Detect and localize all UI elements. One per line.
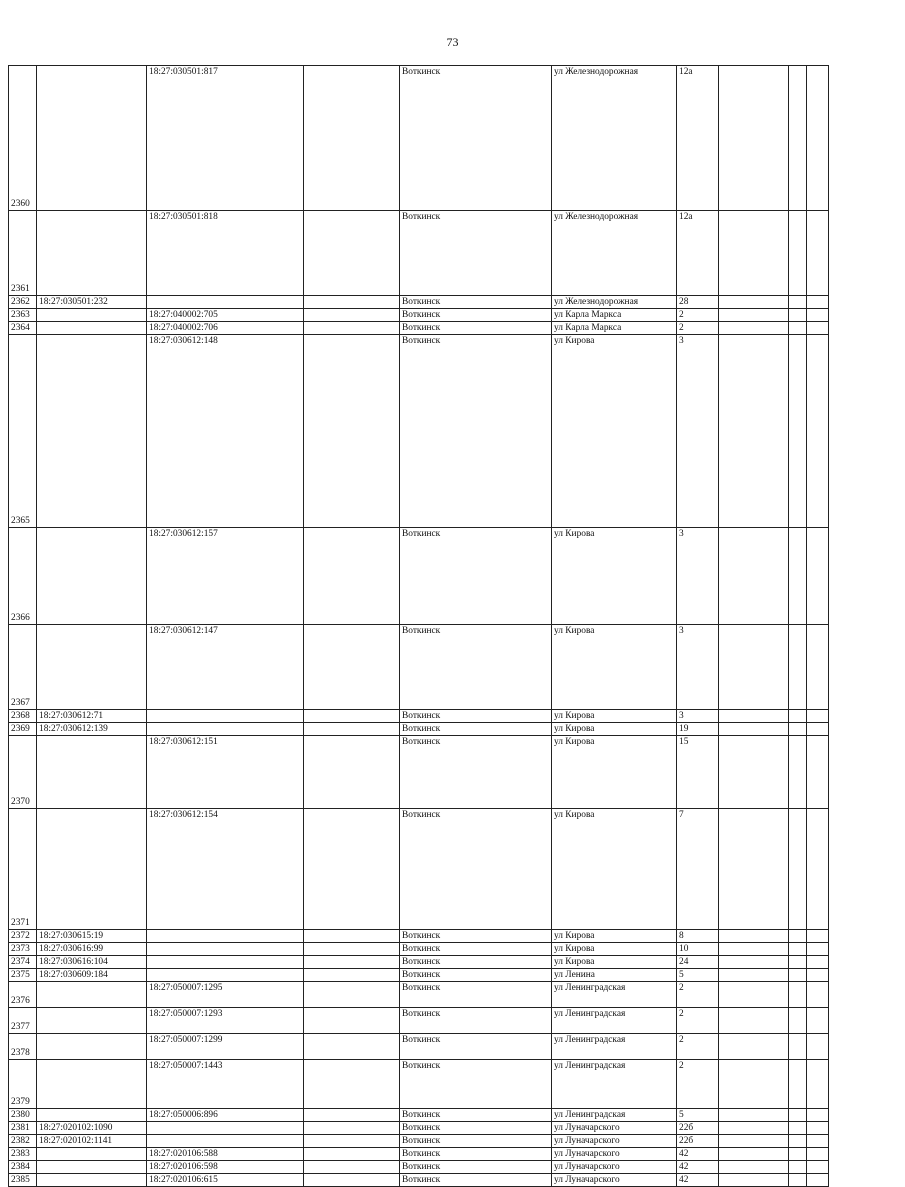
extra-cell-3 [807,335,829,528]
extra-cell [719,309,789,322]
street-cell: ул Кирова [552,710,677,723]
city-cell: Воткинск [400,66,552,211]
room-cadastral-number-cell: 18:27:030612:148 [147,335,304,528]
blank-cell [304,1174,400,1187]
street-cell: ул Кирова [552,625,677,710]
blank-cell [304,296,400,309]
extra-cell-3 [807,1109,829,1122]
extra-cell [719,211,789,296]
city-cell: Воткинск [400,309,552,322]
room-cadastral-number-cell: 18:27:020106:588 [147,1148,304,1161]
blank-cell [304,1034,400,1060]
extra-cell [719,723,789,736]
extra-cell-3 [807,1161,829,1174]
extra-cell-2 [789,723,807,736]
cadastral-number-cell [37,1008,147,1034]
house-cell: 19 [677,723,719,736]
city-cell: Воткинск [400,930,552,943]
cadastral-number-cell [37,1148,147,1161]
extra-cell-3 [807,296,829,309]
room-cadastral-number-cell: 18:27:050007:1443 [147,1060,304,1109]
room-cadastral-number-cell [147,956,304,969]
cadastral-number-cell: 18:27:030612:139 [37,723,147,736]
cadastral-number-cell [37,625,147,710]
house-cell: 2 [677,1060,719,1109]
extra-cell [719,969,789,982]
city-cell: Воткинск [400,1109,552,1122]
extra-cell-2 [789,322,807,335]
extra-cell-2 [789,809,807,930]
city-cell: Воткинск [400,943,552,956]
row-number-cell: 2380 [9,1109,37,1122]
extra-cell-3 [807,710,829,723]
table-row [9,1135,829,1148]
city-cell: Воткинск [400,211,552,296]
cadastral-number-cell [37,736,147,809]
row-number-cell: 2384 [9,1161,37,1174]
extra-cell [719,1148,789,1161]
room-cadastral-number-cell: 18:27:030501:817 [147,66,304,211]
row-number-cell: 2371 [9,809,37,930]
table-row [9,710,829,723]
cadastral-number-cell [37,335,147,528]
street-cell: ул Карла Маркса [552,322,677,335]
table-row [9,736,829,809]
table-row [9,625,829,710]
extra-cell-3 [807,1008,829,1034]
house-cell: 12а [677,211,719,296]
table-row [9,322,829,335]
street-cell: ул Ленина [552,969,677,982]
house-cell: 15 [677,736,719,809]
row-number-cell: 2383 [9,1148,37,1161]
extra-cell-3 [807,309,829,322]
room-cadastral-number-cell: 18:27:020106:598 [147,1161,304,1174]
house-cell: 2 [677,1034,719,1060]
room-cadastral-number-cell [147,1122,304,1135]
city-cell: Воткинск [400,1008,552,1034]
house-cell: 8 [677,930,719,943]
city-cell: Воткинск [400,969,552,982]
extra-cell-2 [789,211,807,296]
street-cell: ул Луначарского [552,1122,677,1135]
room-cadastral-number-cell: 18:27:030612:151 [147,736,304,809]
room-cadastral-number-cell: 18:27:030612:154 [147,809,304,930]
table-row [9,1008,829,1034]
row-number-cell: 2366 [9,528,37,625]
house-cell: 42 [677,1161,719,1174]
room-cadastral-number-cell [147,296,304,309]
extra-cell-3 [807,1135,829,1148]
blank-cell [304,1161,400,1174]
cadastral-number-cell [37,309,147,322]
extra-cell-3 [807,528,829,625]
table-row [9,528,829,625]
extra-cell [719,1109,789,1122]
extra-cell [719,710,789,723]
street-cell: ул Железнодорожная [552,211,677,296]
city-cell: Воткинск [400,1148,552,1161]
row-number-cell: 2385 [9,1174,37,1187]
city-cell: Воткинск [400,335,552,528]
blank-cell [304,322,400,335]
city-cell: Воткинск [400,322,552,335]
blank-cell [304,1122,400,1135]
extra-cell-3 [807,1060,829,1109]
extra-cell [719,1161,789,1174]
house-cell: 24 [677,956,719,969]
registry-table-body [9,66,829,1187]
extra-cell-3 [807,625,829,710]
city-cell: Воткинск [400,1135,552,1148]
street-cell: ул Железнодорожная [552,296,677,309]
blank-cell [304,66,400,211]
blank-cell [304,809,400,930]
street-cell: ул Кирова [552,736,677,809]
street-cell: ул Кирова [552,943,677,956]
extra-cell-3 [807,66,829,211]
street-cell: ул Ленинградская [552,1034,677,1060]
extra-cell-3 [807,1034,829,1060]
blank-cell [304,982,400,1008]
street-cell: ул Кирова [552,956,677,969]
extra-cell-2 [789,1034,807,1060]
blank-cell [304,956,400,969]
extra-cell-3 [807,1148,829,1161]
street-cell: ул Луначарского [552,1174,677,1187]
blank-cell [304,1008,400,1034]
table-row [9,809,829,930]
row-number-cell: 2382 [9,1135,37,1148]
extra-cell-2 [789,1060,807,1109]
house-cell: 7 [677,809,719,930]
blank-cell [304,723,400,736]
blank-cell [304,309,400,322]
cadastral-number-cell [37,1161,147,1174]
house-cell: 2 [677,1008,719,1034]
room-cadastral-number-cell [147,1135,304,1148]
street-cell: ул Железнодорожная [552,66,677,211]
street-cell: ул Карла Маркса [552,309,677,322]
room-cadastral-number-cell [147,930,304,943]
table-row [9,1060,829,1109]
page-number: 73 [446,35,459,49]
table-row [9,309,829,322]
extra-cell-2 [789,66,807,211]
row-number-cell: 2374 [9,956,37,969]
city-cell: Воткинск [400,723,552,736]
street-cell: ул Кирова [552,723,677,736]
table-row [9,1034,829,1060]
extra-cell [719,1060,789,1109]
blank-cell [304,943,400,956]
house-cell: 42 [677,1148,719,1161]
city-cell: Воткинск [400,1161,552,1174]
extra-cell-2 [789,943,807,956]
room-cadastral-number-cell: 18:27:050007:1295 [147,982,304,1008]
extra-cell-2 [789,625,807,710]
street-cell: ул Ленинградская [552,1109,677,1122]
house-cell: 2 [677,322,719,335]
room-cadastral-number-cell: 18:27:030612:147 [147,625,304,710]
extra-cell [719,335,789,528]
house-cell: 2 [677,982,719,1008]
room-cadastral-number-cell: 18:27:050007:1299 [147,1034,304,1060]
extra-cell-2 [789,736,807,809]
street-cell: ул Кирова [552,335,677,528]
blank-cell [304,335,400,528]
extra-cell [719,943,789,956]
city-cell: Воткинск [400,625,552,710]
cadastral-number-cell: 18:27:030616:104 [37,956,147,969]
blank-cell [304,710,400,723]
extra-cell [719,1174,789,1187]
room-cadastral-number-cell [147,723,304,736]
house-cell: 22б [677,1122,719,1135]
extra-cell-2 [789,1008,807,1034]
extra-cell-3 [807,211,829,296]
row-number-cell: 2370 [9,736,37,809]
city-cell: Воткинск [400,809,552,930]
extra-cell [719,1008,789,1034]
blank-cell [304,969,400,982]
row-number-cell: 2360 [9,66,37,211]
room-cadastral-number-cell: 18:27:020106:615 [147,1174,304,1187]
cadastral-number-cell: 18:27:030615:19 [37,930,147,943]
table-row [9,956,829,969]
extra-cell-3 [807,956,829,969]
extra-cell-3 [807,322,829,335]
row-number-cell: 2375 [9,969,37,982]
extra-cell-3 [807,1122,829,1135]
blank-cell [304,736,400,809]
extra-cell [719,982,789,1008]
extra-cell-2 [789,710,807,723]
registry-table [8,65,829,1187]
extra-cell [719,1122,789,1135]
room-cadastral-number-cell: 18:27:040002:706 [147,322,304,335]
cadastral-number-cell [37,1060,147,1109]
extra-cell-2 [789,956,807,969]
table-row [9,66,829,211]
extra-cell-3 [807,1174,829,1187]
city-cell: Воткинск [400,1034,552,1060]
extra-cell-2 [789,296,807,309]
extra-cell-2 [789,1174,807,1187]
city-cell: Воткинск [400,982,552,1008]
house-cell: 3 [677,625,719,710]
room-cadastral-number-cell [147,943,304,956]
cadastral-number-cell [37,809,147,930]
room-cadastral-number-cell: 18:27:040002:705 [147,309,304,322]
extra-cell-3 [807,930,829,943]
row-number-cell: 2378 [9,1034,37,1060]
row-number-cell: 2372 [9,930,37,943]
extra-cell [719,296,789,309]
street-cell: ул Луначарского [552,1135,677,1148]
table-row [9,930,829,943]
room-cadastral-number-cell [147,710,304,723]
table-row [9,1122,829,1135]
extra-cell-2 [789,309,807,322]
city-cell: Воткинск [400,736,552,809]
extra-cell-2 [789,969,807,982]
city-cell: Воткинск [400,296,552,309]
house-cell: 12а [677,66,719,211]
cadastral-number-cell [37,322,147,335]
street-cell: ул Луначарского [552,1148,677,1161]
house-cell: 2 [677,309,719,322]
table-row [9,335,829,528]
blank-cell [304,1148,400,1161]
house-cell: 3 [677,528,719,625]
extra-cell-3 [807,723,829,736]
extra-cell [719,625,789,710]
house-cell: 5 [677,1109,719,1122]
extra-cell [719,736,789,809]
extra-cell-3 [807,809,829,930]
row-number-cell: 2362 [9,296,37,309]
room-cadastral-number-cell: 18:27:050007:1293 [147,1008,304,1034]
cadastral-number-cell [37,1034,147,1060]
room-cadastral-number-cell [147,969,304,982]
table-row [9,296,829,309]
cadastral-number-cell: 18:27:020102:1090 [37,1122,147,1135]
blank-cell [304,1135,400,1148]
extra-cell [719,528,789,625]
extra-cell [719,1034,789,1060]
city-cell: Воткинск [400,528,552,625]
city-cell: Воткинск [400,1122,552,1135]
table-row [9,969,829,982]
street-cell: ул Ленинградская [552,1008,677,1034]
row-number-cell: 2363 [9,309,37,322]
row-number-cell: 2365 [9,335,37,528]
cadastral-number-cell: 18:27:030616:99 [37,943,147,956]
house-cell: 42 [677,1174,719,1187]
house-cell: 5 [677,969,719,982]
extra-cell [719,1135,789,1148]
blank-cell [304,625,400,710]
cadastral-number-cell [37,1109,147,1122]
row-number-cell: 2369 [9,723,37,736]
city-cell: Воткинск [400,1174,552,1187]
street-cell: ул Кирова [552,930,677,943]
table-row [9,1174,829,1187]
extra-cell-2 [789,528,807,625]
room-cadastral-number-cell: 18:27:030612:157 [147,528,304,625]
blank-cell [304,930,400,943]
extra-cell-3 [807,736,829,809]
blank-cell [304,1109,400,1122]
extra-cell [719,322,789,335]
cadastral-number-cell [37,528,147,625]
extra-cell [719,809,789,930]
table-row [9,723,829,736]
street-cell: ул Кирова [552,809,677,930]
blank-cell [304,528,400,625]
house-cell: 10 [677,943,719,956]
table-row [9,982,829,1008]
city-cell: Воткинск [400,1060,552,1109]
row-number-cell: 2381 [9,1122,37,1135]
table-row [9,1109,829,1122]
extra-cell-2 [789,1135,807,1148]
cadastral-number-cell: 18:27:030612:71 [37,710,147,723]
extra-cell [719,930,789,943]
row-number-cell: 2373 [9,943,37,956]
table-row [9,1148,829,1161]
room-cadastral-number-cell: 18:27:050006:896 [147,1109,304,1122]
street-cell: ул Луначарского [552,1161,677,1174]
row-number-cell: 2361 [9,211,37,296]
house-cell: 3 [677,710,719,723]
cadastral-number-cell: 18:27:030609:184 [37,969,147,982]
extra-cell [719,66,789,211]
extra-cell-2 [789,1148,807,1161]
extra-cell [719,956,789,969]
cadastral-number-cell: 18:27:030501:232 [37,296,147,309]
extra-cell-2 [789,930,807,943]
extra-cell-2 [789,335,807,528]
cadastral-number-cell [37,66,147,211]
cadastral-number-cell: 18:27:020102:1141 [37,1135,147,1148]
house-cell: 28 [677,296,719,309]
extra-cell-3 [807,982,829,1008]
row-number-cell: 2368 [9,710,37,723]
extra-cell-2 [789,982,807,1008]
blank-cell [304,211,400,296]
room-cadastral-number-cell: 18:27:030501:818 [147,211,304,296]
row-number-cell: 2379 [9,1060,37,1109]
blank-cell [304,1060,400,1109]
street-cell: ул Кирова [552,528,677,625]
row-number-cell: 2376 [9,982,37,1008]
cadastral-number-cell [37,211,147,296]
cadastral-number-cell [37,982,147,1008]
extra-cell-3 [807,943,829,956]
table-row [9,943,829,956]
extra-cell-2 [789,1122,807,1135]
street-cell: ул Ленинградская [552,1060,677,1109]
extra-cell-2 [789,1109,807,1122]
row-number-cell: 2367 [9,625,37,710]
table-row [9,1161,829,1174]
cadastral-number-cell [37,1174,147,1187]
row-number-cell: 2377 [9,1008,37,1034]
street-cell: ул Ленинградская [552,982,677,1008]
extra-cell-3 [807,969,829,982]
city-cell: Воткинск [400,710,552,723]
house-cell: 22б [677,1135,719,1148]
extra-cell-2 [789,1161,807,1174]
table-row [9,211,829,296]
row-number-cell: 2364 [9,322,37,335]
city-cell: Воткинск [400,956,552,969]
house-cell: 3 [677,335,719,528]
